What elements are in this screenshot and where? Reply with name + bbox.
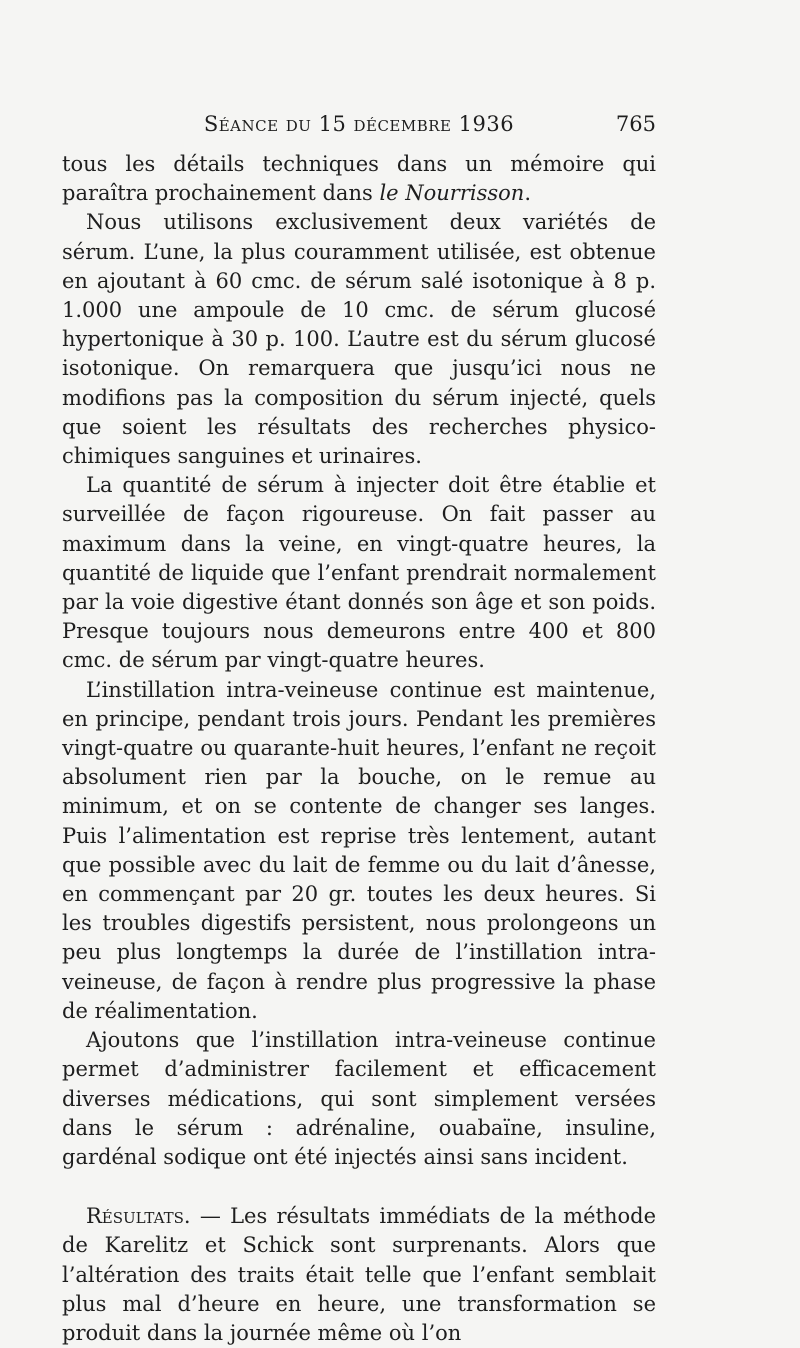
section-heading: Résultats. <box>86 1204 191 1229</box>
page-header <box>62 112 656 142</box>
paragraph-continuation <box>62 150 656 208</box>
running-title: Séance du 15 décembre 1936 <box>203 112 515 136</box>
paragraph-text: tous les détails techniques dans un mémoire qui paraîtra prochainement dans <box>62 152 656 206</box>
body-text <box>62 150 656 1348</box>
paragraph-medications: Ajoutons que l’instillation intra-veineuse continue permet d’administrer facilement et efficacement diverses médications, qui sont simplement versées dans le sérum : adrénaline, ouabaïne, insuline, gardénal sodique ont été injectés ainsi sans incident. <box>62 1028 656 1169</box>
heading-dash: — <box>190 1204 231 1229</box>
paragraph-text: . <box>524 181 532 206</box>
page-number: 765 <box>615 112 656 136</box>
paragraph-serum-varieties: Nous utilisons exclusivement deux variétés de sérum. L’une, la plus couramment utilisée, est obtenue en ajoutant à 60 cmc. de sérum salé isotonique à 8 p. 1.000 une ampoule de 10 cmc. de sérum glucosé hypertonique à 30 p. 100. L’autre est du sérum glucosé isotonique. On remarquera que jusqu’ici nous ne modifions pas la composition du sérum injecté, quels que soient les résultats des recherches physico-chimiques sanguines et urinaires. <box>62 210 656 469</box>
paragraph-text: Les résultats immédiats de la méthode de Karelitz et Schick sont surprenants. Alors que l’altération des traits était telle que l’enfant semblait plus mal d’heure en heure, une transformation se produit dans la journée même où l’on <box>62 1204 656 1345</box>
journal-title: le Nourrisson <box>379 181 525 206</box>
paragraph-results <box>62 1202 656 1348</box>
paragraph-instillation-duration: L’instillation intra-veineuse continue est maintenue, en principe, pendant trois jours. Pendant les premières vingt-quatre ou quarante-huit heures, l’enfant ne reçoit absolument rien par la bouche, on le remue au minimum, et on se contente de changer ses langes. Puis l’alimentation est reprise très lentement, autant que possible avec du lait de femme ou du lait d’ânesse, en commençant par 20 gr. toutes les deux heures. Si les troubles digestifs persistent, nous prolongeons un peu plus longtemps la durée de l’instillation intra-veineuse, de façon à rendre plus progressive la phase de réalimentation. <box>62 677 656 1023</box>
paragraph-serum-quantity: La quantité de sérum à injecter doit être établie et surveillée de façon rigoureuse. On fait passer au maximum dans la veine, en vingt-quatre heures, la quantité de liquide que l’enfant prendrait normalement par la voie digestive étant donnés son âge et son poids. Presque toujours nous demeurons entre 400 et 800 cmc. de sérum par vingt-quatre heures. <box>62 473 656 673</box>
